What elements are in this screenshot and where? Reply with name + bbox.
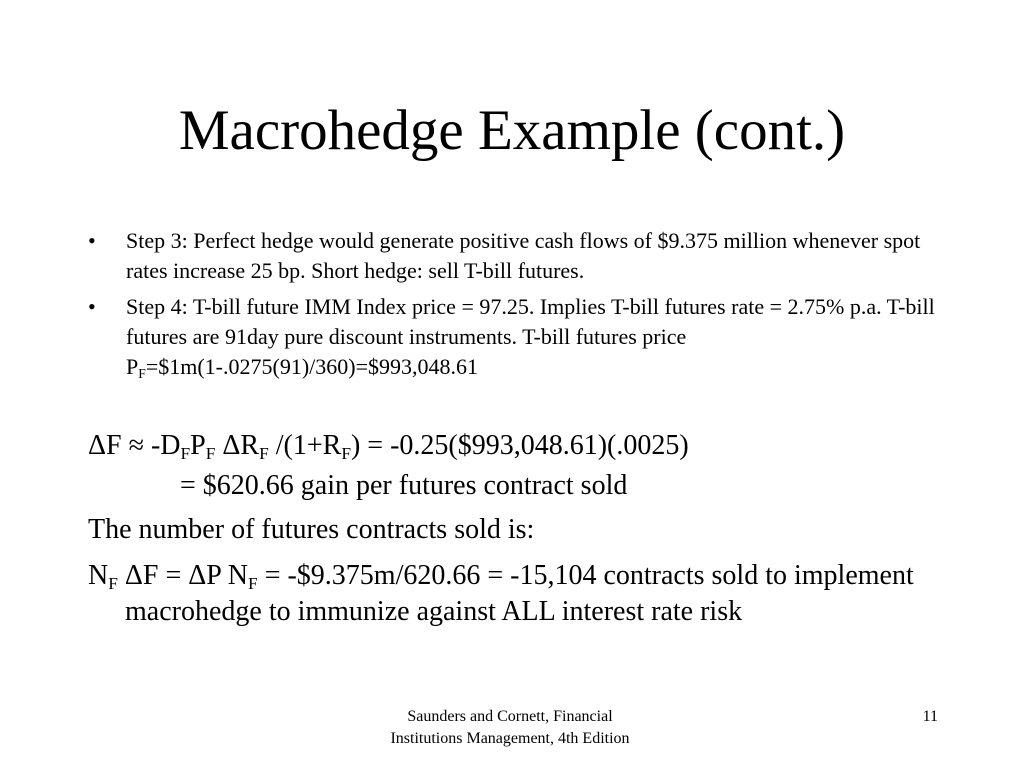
slide-title: Macrohedge Example (cont.) — [178, 99, 846, 162]
formula-part: P — [190, 430, 206, 461]
page-number: 11 — [922, 708, 938, 725]
formula-part: ΔF = ΔP N — [117, 560, 249, 591]
subscript: F — [259, 444, 269, 464]
footer-line-2: Institutions Management, 4th Edition — [390, 730, 630, 747]
subscript: F — [138, 366, 146, 382]
subscript: F — [205, 444, 216, 464]
formula-part: ΔR — [215, 430, 260, 461]
formula-part: = -$9.375m/620.66 = -15,104 contracts sold to implement macrohedge to immunize against ALL interest rate risk — [125, 560, 914, 627]
formula-part: N — [88, 560, 109, 591]
formula-contracts — [88, 558, 968, 630]
bullet-text: Step 3: Perfect hedge would generate positive cash flows of $9.375 million whenever spot rates increase 25 bp. Short hedge: sell T-bill futures. — [126, 228, 921, 283]
bullet-text-end: =$1m(1-.0275(91)/360)=$993,048.61 — [145, 354, 478, 379]
bullet-text: Step 4: T-bill future IMM Index price = 97.25. Implies T-bill futures rate = 2.75% p.a. T-bill futures are 91day pure discount instruments. T-bill futures price P — [126, 294, 935, 379]
main-text — [88, 428, 968, 630]
footer-citation — [360, 706, 660, 750]
formula-part: ) = -0.25($993,048.61)(.0025) — [350, 430, 689, 461]
bullet-list — [88, 226, 948, 388]
footer-line-1: Saunders and Cornett, Financial — [407, 708, 613, 725]
subscript: F — [180, 444, 191, 464]
contracts-intro: The number of futures contracts sold is: — [88, 514, 535, 545]
formula-delta-f — [88, 428, 968, 464]
formula-part: /(1+R — [268, 430, 342, 461]
formula-part: ΔF ≈ -D — [88, 430, 181, 461]
subscript: F — [248, 574, 258, 594]
bullet-icon: • — [88, 228, 96, 253]
formula-gain: = $620.66 gain per futures contract sold — [180, 470, 628, 501]
bullet-icon: • — [88, 294, 96, 319]
subscript: F — [341, 444, 351, 464]
bullet-step-4 — [88, 292, 948, 382]
subscript: F — [108, 574, 118, 594]
bullet-step-3 — [88, 226, 948, 286]
